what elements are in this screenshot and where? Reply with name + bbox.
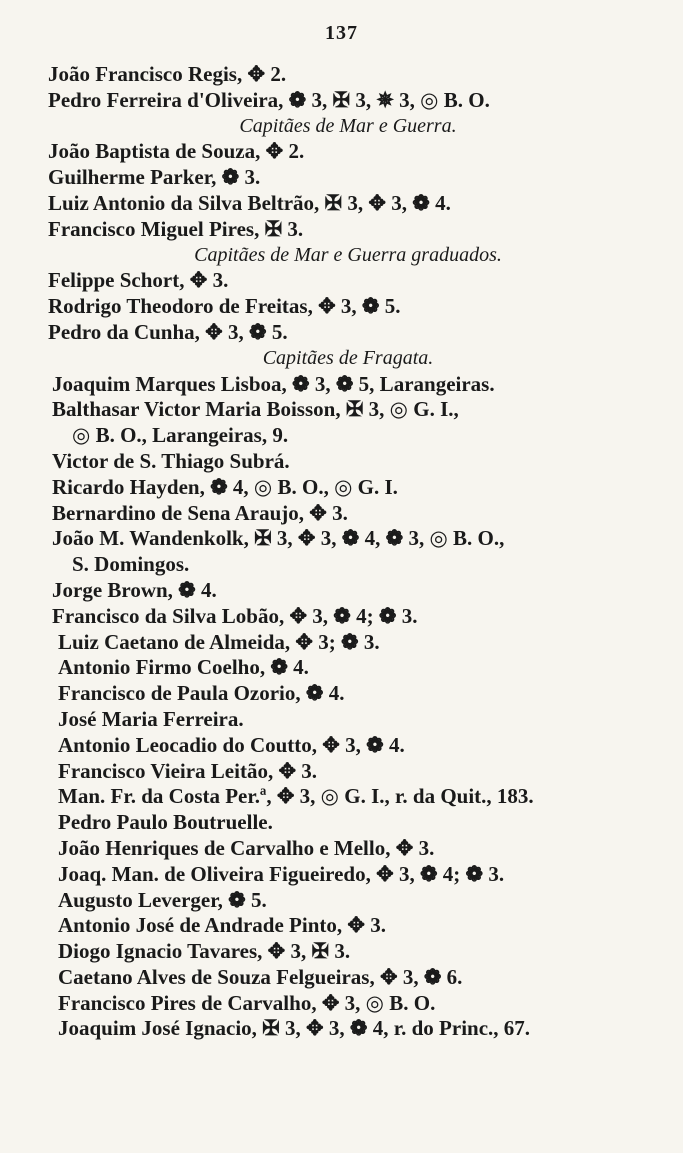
- list-item: Francisco da Silva Lobão, ✥ 3, ❁ 4; ❁ 3.: [52, 603, 418, 628]
- list-item: Guilherme Parker, ❁ 3.: [48, 165, 261, 190]
- list-item: Luiz Antonio da Silva Beltrão, ✠ 3, ✥ 3, ❁ 4.: [48, 190, 451, 215]
- list-item: Pedro Paulo Boutruelle.: [58, 810, 273, 835]
- section-heading: Capitães de Fragata.: [262, 346, 434, 369]
- list-item: Joaquim Marques Lisboa, ❁ 3, ❁ 5, Larangeiras.: [52, 371, 495, 396]
- list-item: Pedro da Cunha, ✥ 3, ❁ 5.: [48, 319, 288, 344]
- list-item: Antonio José de Andrade Pinto, ✥ 3.: [58, 913, 386, 938]
- list-item: Francisco Vieira Leitão, ✥ 3.: [58, 758, 318, 783]
- page-number: 137: [325, 22, 358, 44]
- list-item: Francisco Miguel Pires, ✠ 3.: [48, 216, 304, 241]
- list-item-continuation: ◎ B. O., Larangeiras, 9.: [72, 423, 289, 448]
- list-item: José Maria Ferreira.: [58, 706, 244, 731]
- list-item: Pedro Ferreira d'Oliveira, ❁ 3, ✠ 3, ✵ 3, ◎ B. O.: [48, 87, 490, 112]
- list-item: Bernardino de Sena Araujo, ✥ 3.: [52, 500, 348, 525]
- section-heading: Capitães de Mar e Guerra.: [239, 114, 457, 137]
- list-item: Felippe Schort, ✥ 3.: [48, 268, 229, 293]
- list-item: Balthasar Victor Maria Boisson, ✠ 3, ◎ G. I.,: [52, 397, 459, 422]
- list-item: Joaq. Man. de Oliveira Figueiredo, ✥ 3, ❁ 4; ❁ 3.: [58, 861, 505, 886]
- list-item: Rodrigo Theodoro de Freitas, ✥ 3, ❁ 5.: [48, 294, 401, 319]
- list-item: João M. Wandenkolk, ✠ 3, ✥ 3, ❁ 4, ❁ 3, ◎ B. O.,: [52, 526, 505, 551]
- list-item: Antonio Firmo Coelho, ❁ 4.: [58, 655, 309, 680]
- list-item: Antonio Leocadio do Coutto, ✥ 3, ❁ 4.: [58, 732, 405, 757]
- list-item: Man. Fr. da Costa Per.ª, ✥ 3, ◎ G. I., r. da Quit., 183.: [58, 784, 534, 809]
- list-item: João Henriques de Carvalho e Mello, ✥ 3.: [58, 835, 435, 860]
- register-list: [48, 62, 648, 1042]
- list-item: Francisco de Paula Ozorio, ❁ 4.: [58, 681, 345, 706]
- list-item: Victor de S. Thiago Subrá.: [52, 448, 290, 473]
- list-item: João Baptista de Souza, ✥ 2.: [48, 139, 305, 164]
- list-item-continuation: S. Domingos.: [72, 552, 190, 577]
- list-item: João Francisco Regis, ✥ 2.: [48, 62, 287, 86]
- list-item: Jorge Brown, ❁ 4.: [52, 577, 217, 602]
- section-heading: Capitães de Mar e Guerra graduados.: [194, 243, 502, 266]
- list-item: Joaquim José Ignacio, ✠ 3, ✥ 3, ❁ 4, r. do Princ., 67.: [58, 1016, 531, 1041]
- list-item: Diogo Ignacio Tavares, ✥ 3, ✠ 3.: [58, 939, 351, 964]
- list-item: Francisco Pires de Carvalho, ✥ 3, ◎ B. O.: [58, 990, 436, 1015]
- list-item: Ricardo Hayden, ❁ 4, ◎ B. O., ◎ G. I.: [52, 474, 398, 499]
- list-item: Luiz Caetano de Almeida, ✥ 3; ❁ 3.: [58, 629, 380, 654]
- list-item: Augusto Leverger, ❁ 5.: [58, 887, 267, 912]
- list-item: Caetano Alves de Souza Felgueiras, ✥ 3, ❁ 6.: [58, 964, 463, 989]
